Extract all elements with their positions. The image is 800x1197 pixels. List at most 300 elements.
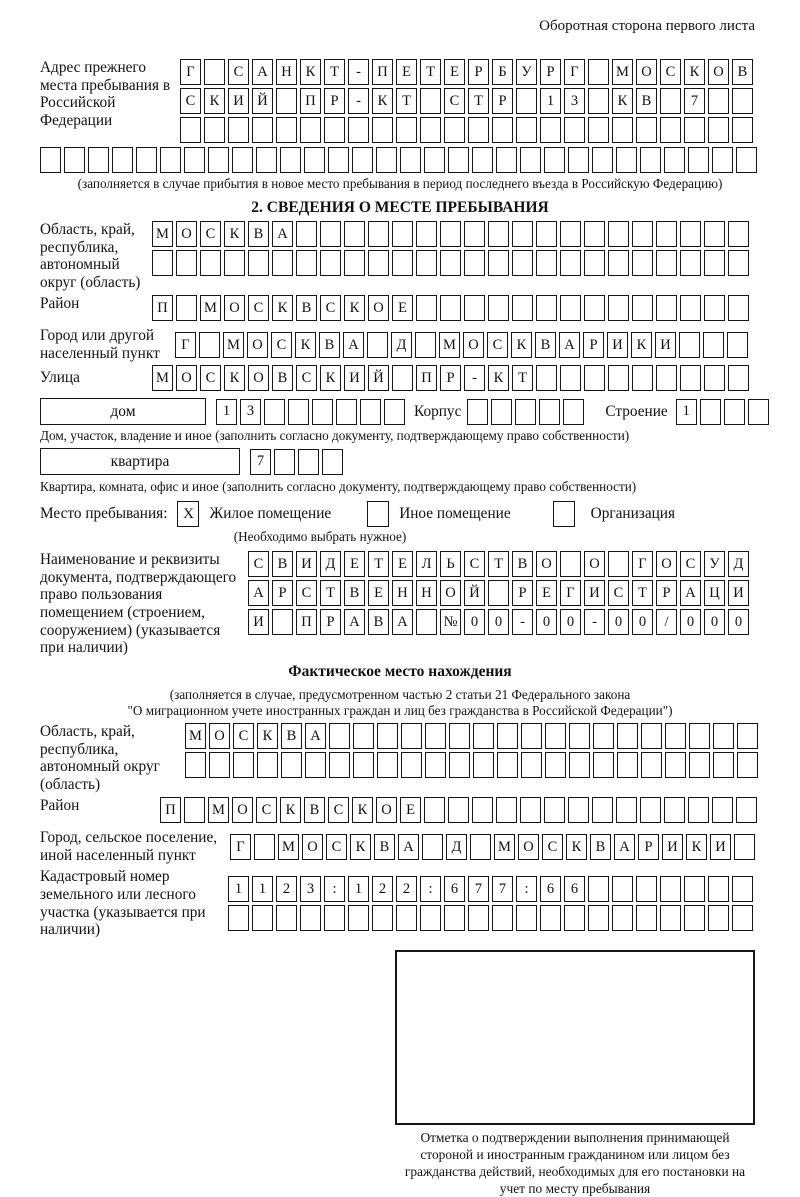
char-cell[interactable] [641, 723, 662, 749]
char-cell[interactable]: С [660, 59, 681, 85]
char-cell[interactable]: М [278, 834, 299, 860]
char-cell[interactable]: В [319, 332, 340, 358]
char-cell[interactable]: М [439, 332, 460, 358]
char-cell[interactable] [632, 250, 653, 276]
char-cell[interactable] [396, 905, 417, 931]
char-cell[interactable] [180, 117, 201, 143]
char-cell[interactable]: В [296, 295, 317, 321]
char-cell[interactable] [64, 147, 85, 173]
char-cell[interactable] [425, 752, 446, 778]
char-cell[interactable]: О [636, 59, 657, 85]
char-cell[interactable] [276, 88, 297, 114]
char-cell[interactable]: Т [488, 551, 509, 577]
char-cell[interactable] [560, 365, 581, 391]
char-cell[interactable]: О [368, 295, 389, 321]
char-cell[interactable]: Р [468, 59, 489, 85]
char-cell[interactable] [632, 365, 653, 391]
char-cell[interactable] [732, 88, 753, 114]
char-cell[interactable]: Д [728, 551, 749, 577]
char-cell[interactable]: 0 [536, 609, 557, 635]
char-cell[interactable]: А [252, 59, 273, 85]
char-cell[interactable] [298, 449, 319, 475]
char-cell[interactable] [569, 752, 590, 778]
char-cell[interactable]: А [272, 221, 293, 247]
char-cell[interactable] [329, 752, 350, 778]
char-cell[interactable] [737, 723, 758, 749]
char-cell[interactable]: У [516, 59, 537, 85]
char-cell[interactable] [348, 117, 369, 143]
char-cell[interactable]: С [296, 580, 317, 606]
char-cell[interactable] [440, 221, 461, 247]
char-cell[interactable] [392, 365, 413, 391]
char-cell[interactable] [112, 147, 133, 173]
char-cell[interactable] [728, 250, 749, 276]
char-cell[interactable]: П [372, 59, 393, 85]
char-cell[interactable] [656, 295, 677, 321]
char-cell[interactable]: П [160, 797, 181, 823]
char-cell[interactable]: С [233, 723, 254, 749]
char-cell[interactable] [152, 250, 173, 276]
char-cell[interactable] [689, 752, 710, 778]
char-cell[interactable]: М [152, 365, 173, 391]
char-cell[interactable] [424, 147, 445, 173]
char-cell[interactable] [184, 797, 205, 823]
char-cell[interactable] [713, 723, 734, 749]
char-cell[interactable] [136, 147, 157, 173]
char-cell[interactable] [516, 88, 537, 114]
char-cell[interactable]: 1 [676, 399, 697, 425]
char-cell[interactable] [664, 147, 685, 173]
char-cell[interactable] [252, 905, 273, 931]
char-cell[interactable]: 1 [228, 876, 249, 902]
char-cell[interactable] [491, 399, 512, 425]
char-cell[interactable]: С [444, 88, 465, 114]
char-cell[interactable]: И [607, 332, 628, 358]
char-cell[interactable] [396, 117, 417, 143]
char-cell[interactable] [539, 399, 560, 425]
char-cell[interactable]: А [248, 580, 269, 606]
char-cell[interactable]: : [324, 876, 345, 902]
char-cell[interactable] [276, 117, 297, 143]
char-cell[interactable] [336, 399, 357, 425]
char-cell[interactable] [588, 905, 609, 931]
char-cell[interactable]: Т [324, 59, 345, 85]
char-cell[interactable] [679, 332, 700, 358]
char-cell[interactable] [464, 295, 485, 321]
char-cell[interactable]: В [272, 551, 293, 577]
char-cell[interactable] [660, 876, 681, 902]
char-cell[interactable] [415, 332, 436, 358]
char-cell[interactable] [640, 147, 661, 173]
char-cell[interactable] [204, 59, 225, 85]
char-cell[interactable] [384, 399, 405, 425]
char-cell[interactable] [684, 905, 705, 931]
char-cell[interactable]: Й [368, 365, 389, 391]
char-cell[interactable]: 3 [564, 88, 585, 114]
char-cell[interactable] [496, 797, 517, 823]
char-cell[interactable]: 7 [684, 88, 705, 114]
char-cell[interactable] [352, 147, 373, 173]
char-cell[interactable] [276, 905, 297, 931]
char-cell[interactable] [536, 250, 557, 276]
char-cell[interactable]: Р [638, 834, 659, 860]
char-cell[interactable]: К [204, 88, 225, 114]
char-cell[interactable]: В [304, 797, 325, 823]
char-cell[interactable]: Ц [704, 580, 725, 606]
char-cell[interactable]: О [209, 723, 230, 749]
char-cell[interactable] [440, 295, 461, 321]
char-cell[interactable] [464, 250, 485, 276]
char-cell[interactable] [612, 876, 633, 902]
char-cell[interactable] [88, 147, 109, 173]
char-cell[interactable] [568, 797, 589, 823]
char-cell[interactable] [252, 117, 273, 143]
char-cell[interactable]: Й [464, 580, 485, 606]
char-cell[interactable]: К [684, 59, 705, 85]
char-cell[interactable]: : [516, 876, 537, 902]
char-cell[interactable]: В [281, 723, 302, 749]
char-cell[interactable]: И [662, 834, 683, 860]
char-cell[interactable] [305, 752, 326, 778]
char-cell[interactable] [367, 332, 388, 358]
char-cell[interactable] [516, 905, 537, 931]
char-cell[interactable]: Т [320, 580, 341, 606]
char-cell[interactable]: Н [392, 580, 413, 606]
char-cell[interactable]: Р [324, 88, 345, 114]
char-cell[interactable] [636, 117, 657, 143]
char-cell[interactable] [296, 221, 317, 247]
char-cell[interactable]: - [512, 609, 533, 635]
char-cell[interactable] [588, 876, 609, 902]
char-cell[interactable]: К [280, 797, 301, 823]
char-cell[interactable] [372, 905, 393, 931]
char-cell[interactable] [608, 365, 629, 391]
char-cell[interactable] [392, 250, 413, 276]
char-cell[interactable] [300, 117, 321, 143]
char-cell[interactable]: Д [391, 332, 412, 358]
char-cell[interactable]: 2 [276, 876, 297, 902]
char-cell[interactable] [688, 147, 709, 173]
char-cell[interactable]: О [518, 834, 539, 860]
char-cell[interactable] [257, 752, 278, 778]
char-cell[interactable]: Р [492, 88, 513, 114]
char-cell[interactable] [584, 365, 605, 391]
char-cell[interactable] [545, 723, 566, 749]
char-cell[interactable] [728, 365, 749, 391]
char-cell[interactable] [708, 876, 729, 902]
char-cell[interactable] [348, 905, 369, 931]
char-cell[interactable]: К [344, 295, 365, 321]
char-cell[interactable] [420, 88, 441, 114]
char-cell[interactable] [204, 117, 225, 143]
char-cell[interactable]: И [344, 365, 365, 391]
char-cell[interactable] [401, 752, 422, 778]
char-cell[interactable] [584, 295, 605, 321]
house-type-box[interactable]: дом [40, 398, 206, 425]
char-cell[interactable] [416, 221, 437, 247]
char-cell[interactable] [208, 147, 229, 173]
char-cell[interactable]: С [320, 295, 341, 321]
char-cell[interactable] [520, 797, 541, 823]
char-cell[interactable]: 2 [372, 876, 393, 902]
char-cell[interactable] [324, 905, 345, 931]
char-cell[interactable]: К [488, 365, 509, 391]
char-cell[interactable] [536, 365, 557, 391]
char-cell[interactable]: 0 [704, 609, 725, 635]
char-cell[interactable] [329, 723, 350, 749]
char-cell[interactable] [732, 117, 753, 143]
char-cell[interactable] [472, 797, 493, 823]
char-cell[interactable] [665, 723, 686, 749]
char-cell[interactable] [416, 250, 437, 276]
char-cell[interactable] [540, 905, 561, 931]
checkbox-other-premises[interactable] [367, 501, 389, 527]
char-cell[interactable] [353, 752, 374, 778]
char-cell[interactable]: К [686, 834, 707, 860]
char-cell[interactable]: Е [392, 295, 413, 321]
char-cell[interactable]: 1 [216, 399, 237, 425]
char-cell[interactable]: Г [564, 59, 585, 85]
char-cell[interactable] [688, 797, 709, 823]
char-cell[interactable] [228, 117, 249, 143]
char-cell[interactable] [736, 147, 757, 173]
char-cell[interactable]: Е [368, 580, 389, 606]
char-cell[interactable] [492, 905, 513, 931]
char-cell[interactable]: Д [320, 551, 341, 577]
char-cell[interactable]: 7 [468, 876, 489, 902]
char-cell[interactable] [444, 117, 465, 143]
char-cell[interactable]: С [464, 551, 485, 577]
char-cell[interactable] [516, 117, 537, 143]
char-cell[interactable]: Т [468, 88, 489, 114]
char-cell[interactable] [569, 723, 590, 749]
char-cell[interactable] [704, 221, 725, 247]
char-cell[interactable] [608, 551, 629, 577]
char-cell[interactable]: В [636, 88, 657, 114]
char-cell[interactable] [563, 399, 584, 425]
char-cell[interactable] [304, 147, 325, 173]
char-cell[interactable]: А [392, 609, 413, 635]
char-cell[interactable]: Р [320, 609, 341, 635]
char-cell[interactable] [593, 723, 614, 749]
char-cell[interactable]: И [655, 332, 676, 358]
char-cell[interactable]: Й [252, 88, 273, 114]
char-cell[interactable]: А [559, 332, 580, 358]
char-cell[interactable] [274, 449, 295, 475]
char-cell[interactable]: М [494, 834, 515, 860]
char-cell[interactable]: О [584, 551, 605, 577]
char-cell[interactable]: И [710, 834, 731, 860]
char-cell[interactable]: М [152, 221, 173, 247]
char-cell[interactable] [256, 147, 277, 173]
char-cell[interactable]: С [326, 834, 347, 860]
char-cell[interactable]: Т [368, 551, 389, 577]
char-cell[interactable]: 6 [564, 876, 585, 902]
char-cell[interactable]: И [728, 580, 749, 606]
char-cell[interactable] [544, 797, 565, 823]
char-cell[interactable] [497, 723, 518, 749]
char-cell[interactable] [376, 147, 397, 173]
char-cell[interactable]: 7 [492, 876, 513, 902]
char-cell[interactable] [593, 752, 614, 778]
char-cell[interactable]: С [180, 88, 201, 114]
char-cell[interactable] [422, 834, 443, 860]
char-cell[interactable]: М [200, 295, 221, 321]
char-cell[interactable] [588, 88, 609, 114]
char-cell[interactable]: 0 [608, 609, 629, 635]
char-cell[interactable] [680, 295, 701, 321]
char-cell[interactable]: В [368, 609, 389, 635]
char-cell[interactable] [656, 250, 677, 276]
char-cell[interactable] [608, 250, 629, 276]
char-cell[interactable]: 1 [540, 88, 561, 114]
char-cell[interactable] [40, 147, 61, 173]
char-cell[interactable] [424, 797, 445, 823]
char-cell[interactable] [616, 147, 637, 173]
char-cell[interactable] [322, 449, 343, 475]
char-cell[interactable]: С [200, 221, 221, 247]
char-cell[interactable] [640, 797, 661, 823]
char-cell[interactable] [353, 723, 374, 749]
char-cell[interactable] [704, 365, 725, 391]
char-cell[interactable]: О [248, 365, 269, 391]
checkbox-organization[interactable] [553, 501, 575, 527]
char-cell[interactable]: В [344, 580, 365, 606]
char-cell[interactable]: 1 [348, 876, 369, 902]
char-cell[interactable] [496, 147, 517, 173]
char-cell[interactable] [540, 117, 561, 143]
char-cell[interactable] [680, 365, 701, 391]
char-cell[interactable] [724, 399, 745, 425]
char-cell[interactable]: Е [396, 59, 417, 85]
char-cell[interactable] [392, 221, 413, 247]
char-cell[interactable] [264, 399, 285, 425]
char-cell[interactable] [560, 295, 581, 321]
char-cell[interactable]: К [300, 59, 321, 85]
char-cell[interactable]: М [208, 797, 229, 823]
char-cell[interactable] [588, 59, 609, 85]
char-cell[interactable]: С [248, 551, 269, 577]
char-cell[interactable]: Л [416, 551, 437, 577]
char-cell[interactable] [636, 905, 657, 931]
char-cell[interactable] [608, 221, 629, 247]
char-cell[interactable] [488, 221, 509, 247]
char-cell[interactable]: О [708, 59, 729, 85]
char-cell[interactable]: - [584, 609, 605, 635]
char-cell[interactable]: Г [632, 551, 653, 577]
char-cell[interactable] [684, 117, 705, 143]
char-cell[interactable]: О [176, 221, 197, 247]
char-cell[interactable]: И [296, 551, 317, 577]
char-cell[interactable] [280, 147, 301, 173]
char-cell[interactable]: А [398, 834, 419, 860]
char-cell[interactable] [448, 147, 469, 173]
char-cell[interactable]: О [224, 295, 245, 321]
char-cell[interactable] [564, 117, 585, 143]
char-cell[interactable]: К [372, 88, 393, 114]
char-cell[interactable] [560, 551, 581, 577]
char-cell[interactable]: Р [540, 59, 561, 85]
char-cell[interactable] [328, 147, 349, 173]
char-cell[interactable]: С [608, 580, 629, 606]
char-cell[interactable] [660, 88, 681, 114]
char-cell[interactable] [584, 250, 605, 276]
char-cell[interactable]: / [656, 609, 677, 635]
char-cell[interactable]: О [440, 580, 461, 606]
char-cell[interactable] [660, 905, 681, 931]
char-cell[interactable]: К [272, 295, 293, 321]
char-cell[interactable] [464, 221, 485, 247]
char-cell[interactable] [544, 147, 565, 173]
char-cell[interactable] [545, 752, 566, 778]
char-cell[interactable]: 3 [300, 876, 321, 902]
char-cell[interactable] [512, 250, 533, 276]
char-cell[interactable] [416, 609, 437, 635]
char-cell[interactable]: 3 [240, 399, 261, 425]
char-cell[interactable] [368, 221, 389, 247]
char-cell[interactable] [592, 147, 613, 173]
char-cell[interactable]: М [612, 59, 633, 85]
char-cell[interactable] [416, 295, 437, 321]
char-cell[interactable] [732, 905, 753, 931]
char-cell[interactable] [712, 797, 733, 823]
char-cell[interactable]: Е [444, 59, 465, 85]
char-cell[interactable]: Н [416, 580, 437, 606]
char-cell[interactable] [632, 221, 653, 247]
char-cell[interactable] [612, 905, 633, 931]
char-cell[interactable]: В [512, 551, 533, 577]
char-cell[interactable]: С [271, 332, 292, 358]
char-cell[interactable] [448, 797, 469, 823]
char-cell[interactable] [617, 752, 638, 778]
char-cell[interactable] [467, 399, 488, 425]
char-cell[interactable] [536, 295, 557, 321]
char-cell[interactable]: С [228, 59, 249, 85]
char-cell[interactable] [449, 752, 470, 778]
char-cell[interactable]: Т [512, 365, 533, 391]
char-cell[interactable] [377, 752, 398, 778]
char-cell[interactable]: М [223, 332, 244, 358]
char-cell[interactable] [708, 88, 729, 114]
char-cell[interactable]: С [296, 365, 317, 391]
char-cell[interactable]: : [420, 876, 441, 902]
char-cell[interactable]: В [732, 59, 753, 85]
char-cell[interactable]: 0 [488, 609, 509, 635]
char-cell[interactable]: К [612, 88, 633, 114]
char-cell[interactable] [734, 834, 755, 860]
char-cell[interactable] [296, 250, 317, 276]
char-cell[interactable] [372, 117, 393, 143]
char-cell[interactable]: С [200, 365, 221, 391]
char-cell[interactable] [272, 250, 293, 276]
char-cell[interactable] [344, 221, 365, 247]
char-cell[interactable] [470, 834, 491, 860]
char-cell[interactable] [515, 399, 536, 425]
char-cell[interactable] [312, 399, 333, 425]
char-cell[interactable] [727, 332, 748, 358]
char-cell[interactable] [700, 399, 721, 425]
char-cell[interactable]: А [344, 609, 365, 635]
char-cell[interactable] [564, 905, 585, 931]
char-cell[interactable] [473, 723, 494, 749]
char-cell[interactable]: Г [180, 59, 201, 85]
char-cell[interactable]: О [176, 365, 197, 391]
char-cell[interactable] [704, 295, 725, 321]
char-cell[interactable] [272, 609, 293, 635]
char-cell[interactable] [617, 723, 638, 749]
char-cell[interactable]: - [348, 59, 369, 85]
char-cell[interactable] [521, 752, 542, 778]
